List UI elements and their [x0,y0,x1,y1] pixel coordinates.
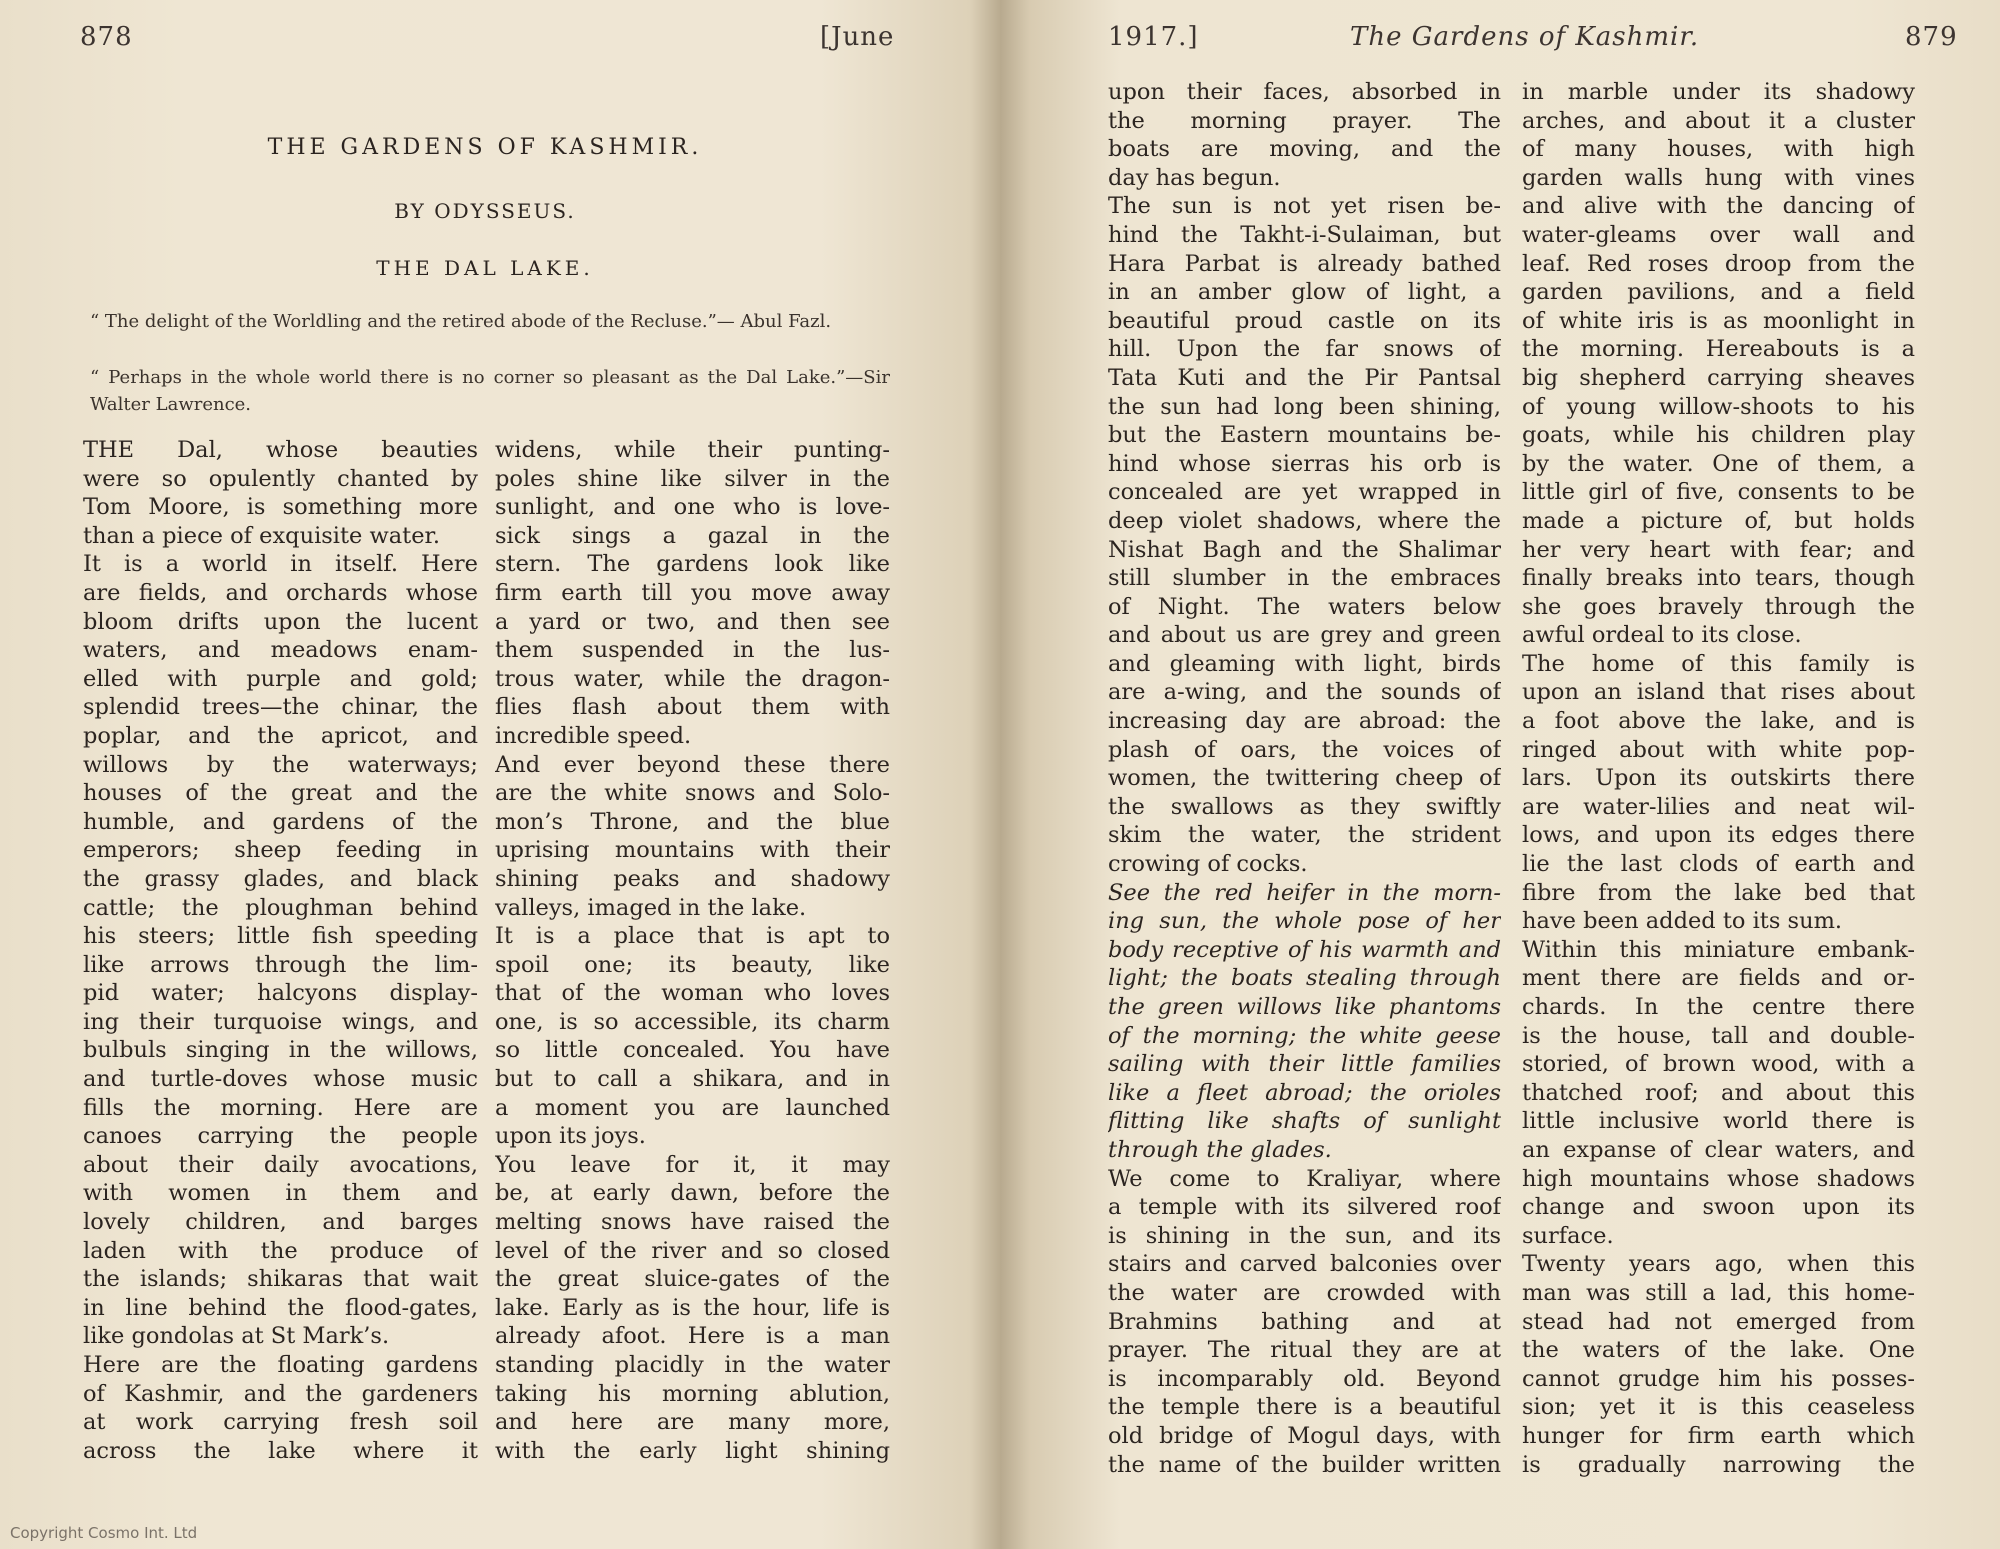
text-line: poplar, and the apricot, and [83,722,478,749]
right-running-head-year: 1917.] [1108,22,1199,52]
text-line: standing placidly in the water [495,1352,890,1378]
text-line: bloom drifts upon the lucent [83,608,478,635]
text-line: through the glades. [1108,1136,1332,1163]
text-line: upon its joys. [495,1123,646,1150]
text-line: but the Eastern mountains be- [1108,422,1501,449]
text-line: and alive with the dancing of [1522,193,1915,220]
text-column-4 [1522,78,1915,1479]
article-title: THE GARDENS OF KASHMIR. [267,135,703,160]
text-line: the grassy glades, and black [83,865,478,892]
text-line: pid water; halcyons display- [83,980,478,1007]
text-line: ment there are fields and or- [1522,965,1915,992]
text-line: humble, and gardens of the [83,808,478,835]
text-line: the morning. Hereabouts is a [1522,336,1915,363]
text-line: are water-lilies and neat wil- [1522,793,1915,820]
text-line: boats are moving, and the [1108,136,1501,163]
text-line: deep violet shadows, where the [1108,507,1501,534]
text-line: ringed about with white pop- [1522,736,1915,763]
text-line: is the house, tall and double- [1522,1022,1915,1049]
text-line: lows, and upon its edges there [1522,822,1915,849]
text-line: one, is so accessible, its charm [495,1008,890,1035]
text-line: in an amber glow of light, a [1108,279,1501,306]
text-line: houses of the great and the [83,780,478,807]
text-line: the waters of the lake. One [1522,1337,1915,1364]
text-line: Twenty years ago, when this [1522,1251,1915,1278]
text-line: of young willow-shoots to his [1522,393,1915,420]
text-line: by the water. One of them, a [1522,450,1915,477]
text-line: than a piece of exquisite water. [83,522,440,549]
text-line: hind the Takht-i-Sulaiman, but [1108,221,1501,248]
text-line: a foot above the lake, and is [1522,708,1915,735]
text-line: them suspended in the lus- [495,637,890,664]
text-line: stern. The gardens look like [495,551,890,578]
text-line: were so opulently chanted by [83,465,478,492]
text-line: thatched roof; and about this [1522,1079,1915,1106]
text-line: Within this miniature embank- [1522,936,1915,963]
text-line: an expanse of clear waters, and [1522,1136,1915,1163]
text-line: and here are many more, [495,1409,890,1436]
text-line: And ever beyond these there [495,751,890,778]
text-line: flies flash about them with [495,694,890,721]
text-line: cattle; the ploughman behind [83,894,478,921]
text-line: ing sun, the whole pose of her [1108,908,1501,935]
text-line: melting snows have raised the [495,1209,890,1236]
text-line: incredible speed. [495,722,692,749]
text-column-3 [1108,78,1501,1479]
text-line: finally breaks into tears, though [1522,565,1915,592]
text-line: firm earth till you move away [495,579,890,606]
text-line: lake. Early as is the hour, life is [495,1294,890,1321]
right-running-title: The Gardens of Kashmir. [1350,22,1700,52]
text-line: like arrows through the lim- [83,951,478,978]
text-line: mon’s Throne, and the blue [495,808,890,835]
text-line: level of the river and so closed [495,1237,890,1264]
text-line: Tata Kuti and the Pir Pantsal [1108,364,1501,391]
text-line: like a fleet abroad; the orioles [1108,1079,1501,1106]
text-line: awful ordeal to its close. [1522,622,1802,649]
text-line: in marble under its shadowy [1522,79,1915,105]
text-line: and gleaming with light, birds [1108,650,1501,677]
text-line: and turtle-doves whose music [83,1066,478,1093]
text-line: old bridge of Mogul days, with [1108,1422,1501,1449]
text-line: It is a place that is apt to [495,923,890,950]
text-line: taking his morning ablution, [495,1380,890,1407]
text-line: man was still a lad, this home- [1522,1279,1915,1306]
text-line: the green willows like phantoms [1108,994,1501,1020]
text-line: little girl of five, consents to be [1522,479,1915,506]
text-line: laden with the produce of [83,1237,478,1264]
text-column-1 [83,436,478,1465]
text-line: emperors; sheep feeding in [83,837,478,864]
epigraph-walter-lawrence: “ Perhaps in the whole world there is no corner so pleasant as the Dal Lake.”—Sir Walter Lawrence. [90,367,890,415]
text-line: goats, while his children play [1522,422,1915,449]
text-line: skim the water, the strident [1108,822,1501,849]
text-line: garden walls hung with vines [1522,164,1915,191]
text-line: the water are crowded with [1108,1279,1501,1306]
text-line: lovely children, and barges [83,1209,478,1236]
text-line: of many houses, with high [1522,136,1915,163]
text-line: made a picture of, but holds [1522,507,1915,534]
text-line: high mountains whose shadows [1522,1165,1915,1192]
text-line: but to call a shikara, and in [495,1066,890,1093]
text-line: hill. Upon the far snows of [1108,336,1501,363]
text-line: a temple with its silvered roof [1108,1194,1501,1221]
text-line: fibre from the lake bed that [1522,879,1915,906]
text-line: Tom Moore, is something more [83,494,478,521]
text-line: lars. Upon its outskirts there [1522,765,1915,792]
text-line: body receptive of his warmth and [1108,936,1501,963]
text-line: bulbuls singing in the willows, [83,1037,478,1064]
text-line: Nishat Bagh and the Shalimar [1108,536,1501,563]
text-line: the temple there is a beautiful [1108,1394,1501,1421]
text-line: leaf. Red roses droop from the [1522,250,1915,277]
text-line: of Night. The waters below [1108,593,1501,620]
text-line: sion; yet it is this ceaseless [1522,1394,1915,1421]
text-line: with women in them and [83,1180,478,1207]
text-line: sailing with their little families [1108,1051,1501,1078]
text-line: trous water, while the dragon- [495,665,890,692]
text-line: have been added to its sum. [1522,908,1843,935]
text-line: of Kashmir, and the gardeners [83,1380,478,1407]
text-line: canoes carrying the people [83,1123,478,1150]
text-line: the sun had long been shining, [1108,393,1501,420]
text-line: elled with purple and gold; [83,665,478,692]
left-page-number: 878 [80,22,133,52]
text-line: chards. In the centre there [1522,994,1915,1020]
text-line: like gondolas at St Mark’s. [83,1323,390,1350]
right-page-number: 879 [1905,22,1958,52]
text-line: in line behind the flood-gates, [83,1294,478,1321]
text-line: her very heart with fear; and [1522,536,1915,563]
text-line: lie the last clods of earth and [1522,851,1915,878]
text-line: See the red heifer in the morn- [1108,879,1501,906]
text-line: stairs and carved balconies over [1108,1251,1501,1278]
left-running-head: [June [820,22,895,52]
text-line: light; the boats stealing through [1108,965,1501,992]
text-column-2 [495,436,890,1465]
text-line: cannot grudge him his posses- [1522,1365,1915,1392]
text-line: ing their turquoise wings, and [83,1008,478,1035]
text-line: of white iris is as moonlight in [1522,307,1915,334]
text-line: already afoot. Here is a man [495,1323,890,1350]
text-line: day has begun. [1108,164,1281,191]
text-line: change and swoon upon its [1522,1194,1915,1221]
text-line: hunger for firm earth which [1522,1422,1915,1449]
text-line: across the lake where it [83,1437,478,1464]
text-line: splendid trees—the chinar, the [83,694,478,721]
text-line: upon an island that rises about [1522,679,1915,706]
text-line: is gradually narrowing the [1522,1451,1915,1478]
text-line: storied, of brown wood, with a [1522,1051,1915,1078]
text-line: big shepherd carrying sheaves [1522,364,1915,391]
text-line: It is a world in itself. Here [83,551,478,578]
text-line: Hara Parbat is already bathed [1108,250,1501,277]
byline: BY ODYSSEUS. [394,199,576,223]
text-line: be, at early dawn, before the [495,1180,890,1207]
text-line: still slumber in the embraces [1108,565,1501,592]
text-line: sunlight, and one who is love- [495,494,890,521]
text-line: increasing day are abroad: the [1108,708,1501,735]
text-line: his steers; little fish speeding [83,923,478,950]
text-line: the name of the builder written [1108,1451,1501,1478]
text-line: that of the woman who loves [495,980,890,1007]
text-line: the swallows as they swiftly [1108,793,1501,820]
text-line: concealed are yet wrapped in [1108,479,1501,506]
epigraph-abul-fazl: “ The delight of the Worldling and the retired abode of the Recluse.”— Abul Fazl. [90,311,832,332]
text-line: The sun is not yet risen be- [1108,193,1501,220]
text-line: stead had not emerged from [1522,1308,1915,1335]
text-line: little inclusive world there is [1522,1108,1915,1135]
text-line: crowing of cocks. [1108,851,1308,878]
text-line: sick sings a gazal in the [495,522,890,549]
text-line: women, the twittering cheep of [1108,765,1501,792]
text-line: hind whose sierras his orb is [1108,450,1501,477]
text-line: fills the morning. Here are [83,1094,478,1121]
text-line: beautiful proud castle on its [1108,307,1501,334]
text-line: are the white snows and Solo- [495,780,890,807]
text-line: poles shine like silver in the [495,465,890,492]
text-line: The home of this family is [1522,650,1915,677]
text-line: uprising mountains with their [495,837,890,864]
text-line: Here are the floating gardens [83,1352,478,1378]
text-line: of the morning; the white geese [1108,1022,1501,1049]
text-line: water-gleams over wall and [1522,221,1915,248]
text-line: We come to Kraliyar, where [1108,1165,1501,1192]
text-line: surface. [1522,1222,1614,1249]
text-line: so little concealed. You have [495,1037,890,1064]
text-line: the great sluice-gates of the [495,1266,890,1293]
text-line: is incomparably old. Beyond [1108,1365,1501,1392]
text-line: shining peaks and shadowy [495,865,890,892]
text-line: Brahmins bathing and at [1108,1308,1501,1335]
text-line: plash of oars, the voices of [1108,736,1501,763]
text-line: the islands; shikaras that wait [83,1266,478,1293]
text-line: prayer. The ritual they are at [1108,1337,1501,1364]
text-line: is shining in the sun, and its [1108,1222,1501,1249]
text-line: about their daily avocations, [83,1151,478,1178]
text-line: are a-wing, and the sounds of [1108,679,1501,706]
copyright-footer: Copyright Cosmo Int. Ltd [10,1524,198,1542]
text-line: a moment you are launched [495,1094,890,1121]
text-line: willows by the waterways; [83,751,478,778]
section-heading: THE DAL LAKE. [376,256,594,280]
text-line: are fields, and orchards whose [83,579,478,606]
text-line: arches, and about it a cluster [1522,107,1915,134]
right-page [1000,0,2000,1549]
text-line: at work carrying fresh soil [83,1409,478,1436]
text-line: and about us are grey and green [1108,622,1501,649]
text-line: the morning prayer. The [1108,107,1501,134]
text-line: flitting like shafts of sunlight [1108,1108,1501,1135]
text-line: You leave for it, it may [495,1151,890,1178]
text-line: with the early light shining [495,1437,890,1464]
text-line: upon their faces, absorbed in [1108,79,1501,105]
text-line: valleys, imaged in the lake. [495,894,807,921]
text-line: waters, and meadows enam- [83,637,478,664]
text-line: she goes bravely through the [1522,593,1915,620]
text-line: widens, while their punting- [495,437,890,463]
text-line: garden pavilions, and a field [1522,279,1915,306]
text-line: spoil one; its beauty, like [495,951,890,978]
text-line: a yard or two, and then see [495,608,890,635]
text-line: THE Dal, whose beauties [83,437,478,463]
